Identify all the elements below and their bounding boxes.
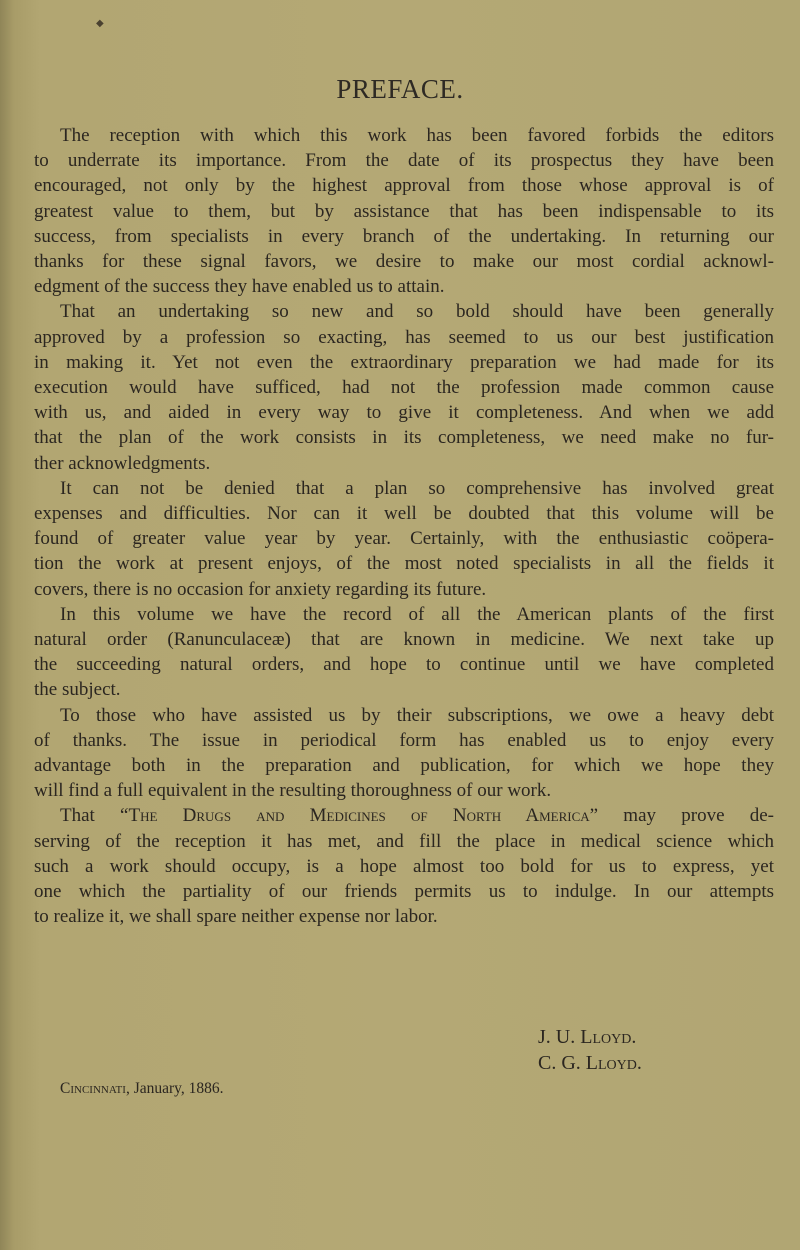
text-line: to realize it, we shall spare neither expense nor labor. — [34, 906, 438, 928]
text-line: success, from specialists in every branch of the undertaking. In returning our — [34, 225, 774, 247]
text-line: the succeeding natural orders, and hope to continue until we have completed — [34, 654, 774, 676]
paragraph — [34, 123, 774, 299]
text-line: approved by a profession so exacting, has seemed to us our best justification — [34, 326, 774, 348]
text-line: advantage both in the preparation and publication, for which we hope they — [34, 755, 774, 777]
text-line: that the plan of the work consists in its completeness, we need make no fur- — [34, 427, 774, 449]
text-line: It can not be denied that a plan so comprehensive has involved great — [60, 477, 774, 499]
paragraph — [34, 299, 774, 475]
text-line: natural order (Ranunculaceæ) that are known in medicine. We next take up — [34, 629, 774, 651]
text-line: The reception with which this work has been favored forbids the editors — [60, 125, 774, 146]
text-line: covers, there is no occasion for anxiety regarding its future. — [34, 578, 487, 600]
text-line: serving of the reception it has met, and fill the place in medical science which — [34, 830, 774, 852]
text-line: in making it. Yet not even the extraordinary preparation we had made for its — [34, 351, 774, 373]
text-line: tion the work at present enjoys, of the most noted specialists in all the fields it — [34, 553, 774, 575]
book-title: The Drugs and Medicines of North America — [128, 805, 590, 827]
text-segment: That “ — [60, 805, 129, 827]
text-line: of thanks. The issue in periodical form has enabled us to enjoy every — [34, 729, 774, 751]
text-line: In this volume we have the record of all the American plants of the first — [60, 603, 774, 625]
text-line: found of greater value year by year. Certainly, with the enthusiastic coöpera- — [34, 528, 774, 550]
text-segment: ” may prove de- — [589, 805, 774, 827]
text-line: thanks for these signal favors, we desire to make our most cordial acknowl- — [34, 251, 774, 273]
place: Cincinnati, — [60, 1080, 130, 1097]
signature-j-u-lloyd: J. U. Lloyd. — [538, 1026, 637, 1048]
paragraph — [34, 602, 774, 703]
date: January, 1886. — [133, 1080, 224, 1097]
text-line: such a work should occupy, is a hope almost too bold for us to express, yet — [34, 855, 774, 877]
text-line: To those who have assisted us by their subscriptions, we owe a heavy debt — [60, 704, 774, 726]
paragraph — [34, 803, 774, 929]
place-date — [60, 1080, 224, 1098]
text-line — [34, 803, 774, 828]
paragraph — [34, 476, 774, 602]
paragraph — [34, 703, 774, 804]
text-line: expenses and difficulties. Nor can it well be doubted that this volume will be — [34, 503, 774, 525]
text-line: the subject. — [34, 679, 121, 701]
text-line: one which the partiality of our friends permits us to indulge. In our attempts — [34, 881, 774, 903]
text-line: will find a full equivalent in the resulting thoroughness of our work. — [34, 780, 552, 802]
text-line: That an undertaking so new and so bold should have been generally — [60, 301, 774, 323]
text-line: to underrate its importance. From the date of its prospectus they have been — [34, 150, 774, 172]
signature-c-g-lloyd: C. G. Lloyd. — [538, 1052, 642, 1074]
page-mark: ◆ — [96, 18, 104, 29]
text-line: encouraged, not only by the highest approval from those whose approval is of — [34, 175, 774, 197]
text-line: with us, and aided in every way to give it completeness. And when we add — [34, 402, 774, 424]
text-line: edgment of the success they have enabled us to attain. — [34, 276, 445, 298]
text-line: ther acknowledgments. — [34, 452, 211, 474]
text-line: execution would have sufficed, had not the profession made common cause — [34, 377, 774, 399]
preface-body — [34, 123, 774, 930]
text-line: greatest value to them, but by assistance that has been indispensable to its — [34, 200, 774, 222]
page-title: PREFACE. — [336, 74, 464, 104]
